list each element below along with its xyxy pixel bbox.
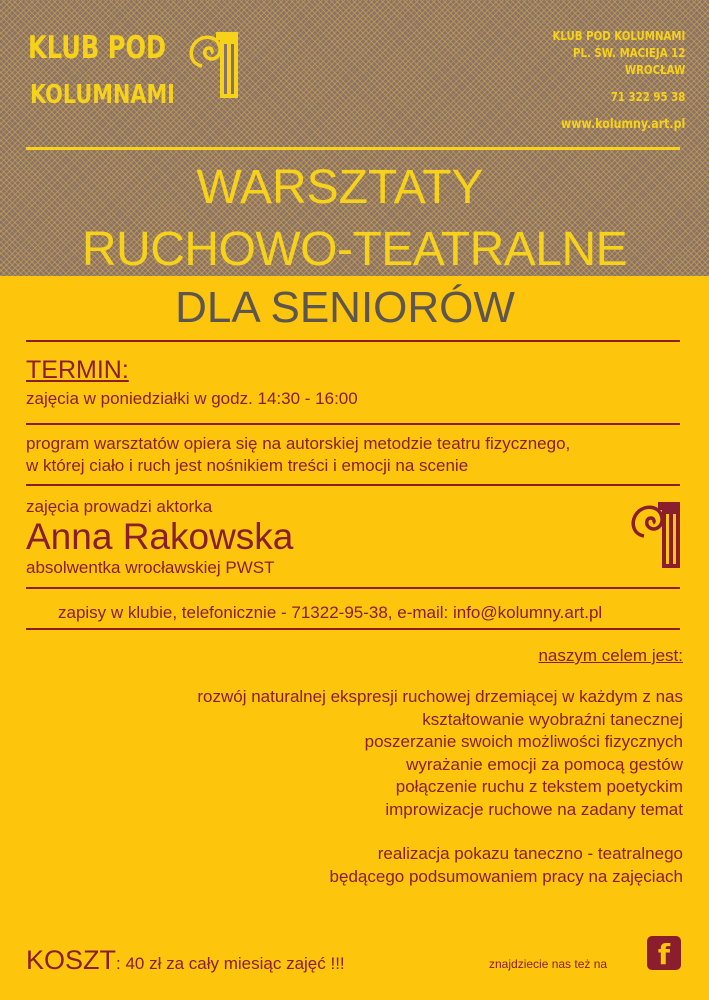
contact-name: KLUB POD KOLUMNAMI (552, 29, 685, 43)
goal-item: wyrażanie emocji za pomocą gestów (406, 754, 683, 774)
contact-phone: 71 322 95 38 (610, 90, 685, 104)
divider (26, 484, 680, 486)
divider (26, 340, 680, 342)
divider (26, 587, 680, 589)
goals-list (197, 686, 683, 888)
goals-heading: naszym celem jest: (538, 646, 683, 665)
column-capital-icon (188, 28, 240, 102)
title-line1: WARSZTATY (196, 161, 484, 214)
contact-address: PL. ŚW. MACIEJA 12 (572, 46, 685, 60)
goal-item: poszerzanie swoich możliwości fizycznych (364, 732, 683, 751)
title-line3: DLA SENIORÓW (175, 283, 515, 332)
instructor-credential: absolwentka wrocławskiej PWST (26, 558, 275, 577)
goal-item: kształtowanie wyobraźni tanecznej (422, 709, 683, 729)
cost-label: KOSZT (26, 945, 117, 975)
logo-text-line2: KOLUMNAMI (30, 80, 175, 110)
divider (26, 423, 680, 425)
logo-text-line1: KLUB POD (28, 30, 167, 66)
schedule-heading: TERMIN: (26, 356, 129, 384)
facebook-icon[interactable]: f (647, 936, 681, 970)
cost-text: : 40 zł za cały miesiąc zajęć !!! (116, 954, 345, 973)
goal-item: improwizacje ruchowe na zadany temat (385, 799, 683, 819)
instructor-intro: zajęcia prowadzi aktorka (26, 497, 213, 516)
cost-line (26, 945, 345, 976)
social-text: znajdziecie nas też na (489, 957, 608, 971)
header-divider (26, 147, 680, 150)
contact-block (529, 28, 685, 133)
signup-info: zapisy w klubie, telefonicznie - 71322-95-38, e-mail: info@kolumny.art.pl (58, 603, 603, 622)
goal-item: połączenie ruchu z tekstem poetyckim (395, 777, 683, 796)
program-line2: w której ciało i ruch jest nośnikiem treści i emocji na scenie (26, 456, 469, 475)
program-line1: program warsztatów opiera się na autorskiej metodzie teatru fizycznego, (26, 434, 571, 453)
column-capital-icon (630, 500, 682, 572)
title-line2: RUCHOWO-TEATRALNE (81, 223, 628, 276)
divider (26, 628, 680, 630)
contact-city: WROCŁAW (624, 63, 685, 77)
goal-item: rozwój naturalnej ekspresji ruchowej drzemiącej w każdym z nas (197, 687, 683, 706)
goal-final-item: realizacja pokazu taneczno - teatralnego (377, 844, 683, 863)
goal-final-item: będącego podsumowaniem pracy na zajęciach (329, 866, 683, 886)
schedule-text: zajęcia w poniedziałki w godz. 14:30 - 16:00 (26, 389, 358, 408)
instructor-name: Anna Rakowska (26, 516, 294, 557)
contact-website[interactable]: www.kolumny.art.pl (560, 117, 685, 132)
